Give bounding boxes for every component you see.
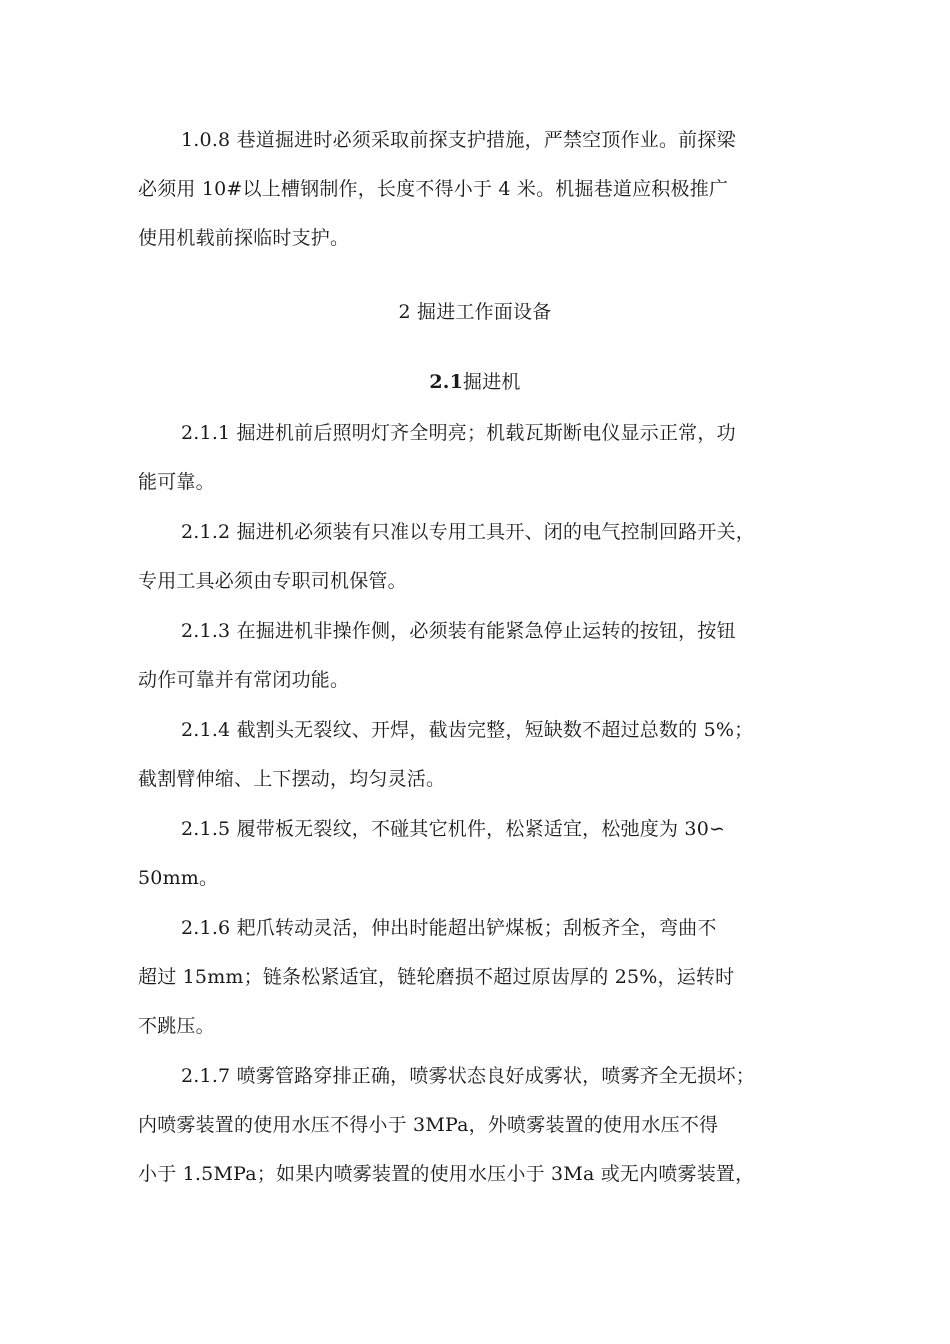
paragraph-2-1-2-line-1: 2.1.2 掘进机必须装有只准以专用工具开、闭的电气控制回路开关， (181, 521, 755, 543)
section-heading: 2 掘进工作面设备 (398, 301, 552, 323)
paragraph-2-1-7-line-2: 内喷雾装置的使用水压不得小于 3MPa，外喷雾装置的使用水压不得 (138, 1114, 719, 1136)
paragraph-1-0-8-line-1: 1.0.8 巷道掘进时必须采取前探支护措施，严禁空顶作业。前探梁 (181, 129, 736, 151)
paragraph-2-1-6-line-2: 超过 15mm；链条松紧适宜，链轮磨损不超过原齿厚的 25%，运转时 (138, 966, 735, 988)
subsection-number: 2.1 (429, 371, 464, 393)
paragraph-2-1-4-line-1: 2.1.4 截割头无裂纹、开焊，截齿完整，短缺数不超过总数的 5%； (181, 719, 754, 741)
paragraph-2-1-6-line-1: 2.1.6 耙爪转动灵活，伸出时能超出铲煤板；刮板齐全，弯曲不 (181, 917, 717, 939)
paragraph-2-1-7-line-1: 2.1.7 喷雾管路穿排正确，喷雾状态良好成雾状，喷雾齐全无损坏； (181, 1065, 755, 1087)
paragraph-1-0-8-line-2: 必须用 10#以上槽钢制作，长度不得小于 4 米。机掘巷道应积极推广 (138, 178, 729, 200)
paragraph-2-1-1-line-2: 能可靠。 (138, 471, 215, 493)
paragraph-2-1-5-line-2: 50mm。 (138, 867, 219, 889)
subsection-heading (0, 370, 950, 394)
paragraph-2-1-4-line-2: 截割臂伸缩、上下摆动，均匀灵活。 (138, 768, 446, 790)
paragraph-2-1-7-line-3: 小于 1.5MPa；如果内喷雾装置的使用水压小于 3Ma 或无内喷雾装置， (138, 1163, 755, 1185)
paragraph-2-1-3-line-1: 2.1.3 在掘进机非操作侧，必须装有能紧急停止运转的按钮，按钮 (181, 620, 736, 642)
paragraph-2-1-2-line-2: 专用工具必须由专职司机保管。 (138, 570, 407, 592)
subsection-title: 掘进机 (463, 371, 521, 393)
paragraph-1-0-8-line-3: 使用机载前探临时支护。 (138, 227, 350, 249)
paragraph-2-1-5-line-1: 2.1.5 履带板无裂纹，不碰其它机件，松紧适宜，松弛度为 30∽ (181, 818, 726, 840)
paragraph-2-1-6-line-3: 不跳压。 (138, 1015, 215, 1037)
paragraph-2-1-3-line-2: 动作可靠并有常闭功能。 (138, 669, 350, 691)
paragraph-2-1-1-line-1: 2.1.1 掘进机前后照明灯齐全明亮；机载瓦斯断电仪显示正常，功 (181, 422, 736, 444)
